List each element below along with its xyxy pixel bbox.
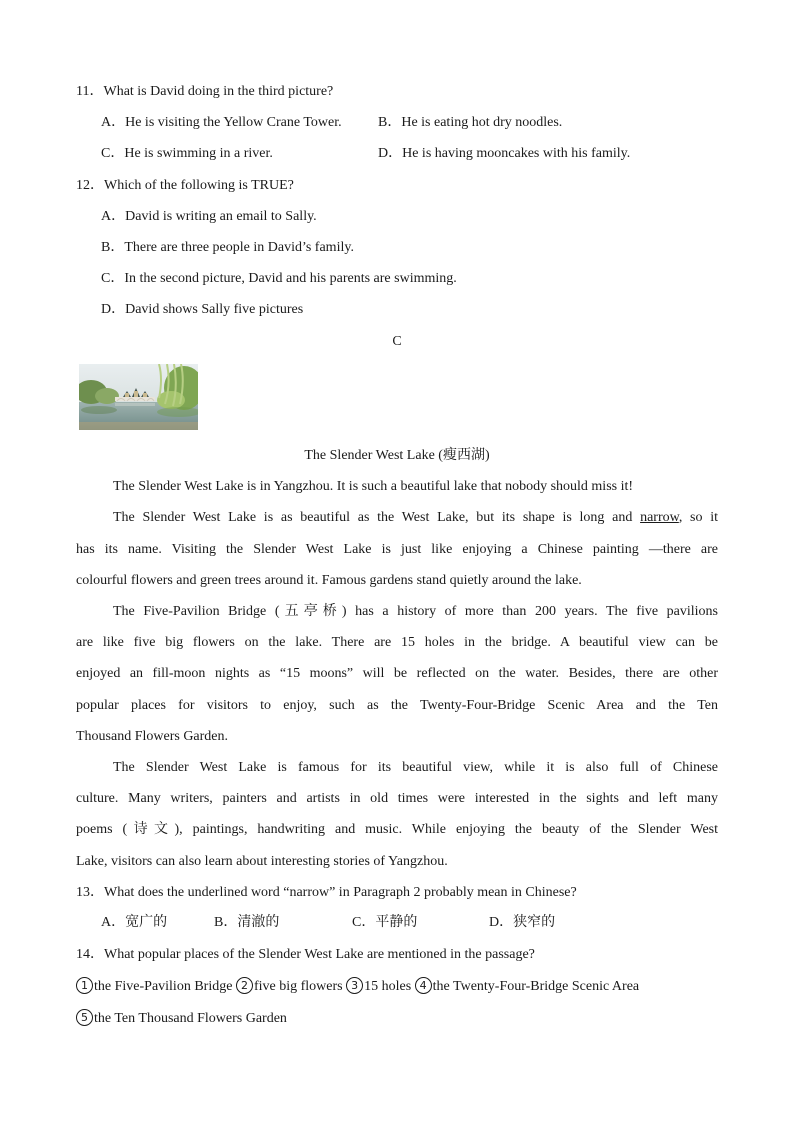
q13-question: 13．What does the underlined word “narrow” in Paragraph 2 probably mean in Chinese? — [76, 885, 577, 900]
q11-question: 11．What is David doing in the third picture? — [76, 84, 334, 99]
q12-question: 12．Which of the following is TRUE? — [76, 178, 294, 193]
passage-paragraph-4-line-4: Lake, visitors can also learn about interesting stories of Yangzhou. — [76, 854, 448, 869]
section-letter: C — [392, 334, 402, 349]
circled-number-2: 2 — [236, 977, 253, 994]
q14-choice-3: 15 holes — [364, 979, 415, 994]
q14-choice-5: the Ten Thousand Flowers Garden — [94, 1011, 287, 1026]
circled-number-3: 3 — [346, 977, 363, 994]
q12-option-a: A．David is writing an email to Sally. — [101, 209, 317, 224]
passage-paragraph-3-line-1: The Five-Pavilion Bridge (五亭桥) has a history of more than 200 years. The five pavilions — [113, 604, 718, 619]
circled-number-1: 1 — [76, 977, 93, 994]
q14-choices-line-1 — [76, 977, 639, 996]
q11-option-d: D．He is having mooncakes with his family. — [378, 146, 631, 161]
passage-paragraph-4-line-1: The Slender West Lake is famous for its beautiful view, while it is also full of Chinese — [113, 760, 718, 775]
passage-paragraph-2-line-1 — [113, 509, 718, 527]
circled-number-4: 4 — [415, 977, 432, 994]
passage-paragraph-2-line-2: has its name. Visiting the Slender West Lake is just like enjoying a Chinese painting —there are — [76, 542, 718, 557]
p2-text-before: The Slender West Lake is as beautiful as the West Lake, but its shape is long and — [113, 510, 641, 525]
passage-paragraph-2-line-3: colourful flowers and green trees around it. Famous gardens stand quietly around the lake. — [76, 573, 582, 588]
underlined-word-narrow: narrow — [640, 510, 679, 525]
q12-option-d: D．David shows Sally five pictures — [101, 302, 304, 317]
q13-option-b: B．清澈的 — [214, 915, 280, 930]
q14-choice-2: five big flowers — [253, 979, 347, 994]
q12-option-b: B．There are three people in David’s family. — [101, 240, 354, 255]
passage-title: The Slender West Lake (瘦西湖) — [304, 448, 490, 463]
q13-option-d: D．狭窄的 — [489, 915, 556, 930]
lake-bridge-photo — [79, 364, 198, 430]
q13-option-c: C．平静的 — [352, 915, 418, 930]
passage-paragraph-3-line-5: Thousand Flowers Garden. — [76, 729, 229, 744]
passage-paragraph-3-line-3: enjoyed an fill-moon nights as “15 moons” will be reflected on the water. Besides, there are other — [76, 666, 718, 681]
q14-question: 14．What popular places of the Slender West Lake are mentioned in the passage? — [76, 947, 535, 962]
q11-option-c: C．He is swimming in a river. — [101, 146, 273, 161]
q11-option-b: B．He is eating hot dry noodles. — [378, 115, 563, 130]
passage-paragraph-3-line-2: are like five big flowers on the lake. There are 15 holes in the bridge. A beautiful view can be — [76, 635, 718, 650]
q14-choice-4: the Twenty-Four-Bridge Scenic Area — [432, 979, 640, 994]
passage-paragraph-4-line-2: culture. Many writers, painters and artists in old times were interested in the sights and left many — [76, 791, 718, 806]
passage-paragraph-1: The Slender West Lake is in Yangzhou. It is such a beautiful lake that nobody should miss it! — [113, 479, 634, 494]
q14-choice-1: the Five-Pavilion Bridge — [94, 979, 236, 994]
q12-option-c: C．In the second picture, David and his parents are swimming. — [101, 271, 457, 286]
passage-paragraph-3-line-4: popular places for visitors to enjoy, such as the Twenty-Four-Bridge Scenic Area and the Ten — [76, 698, 718, 713]
q11-option-a: A．He is visiting the Yellow Crane Tower. — [101, 115, 342, 130]
passage-paragraph-4-line-3: poems (诗文), paintings, handwriting and music. While enjoying the beauty of the Slender West — [76, 822, 718, 837]
circled-number-5: 5 — [76, 1009, 93, 1026]
q13-option-a: A．宽广的 — [101, 915, 168, 930]
p2-text-after: , so it — [678, 510, 719, 525]
q14-choices-line-2 — [76, 1009, 287, 1028]
